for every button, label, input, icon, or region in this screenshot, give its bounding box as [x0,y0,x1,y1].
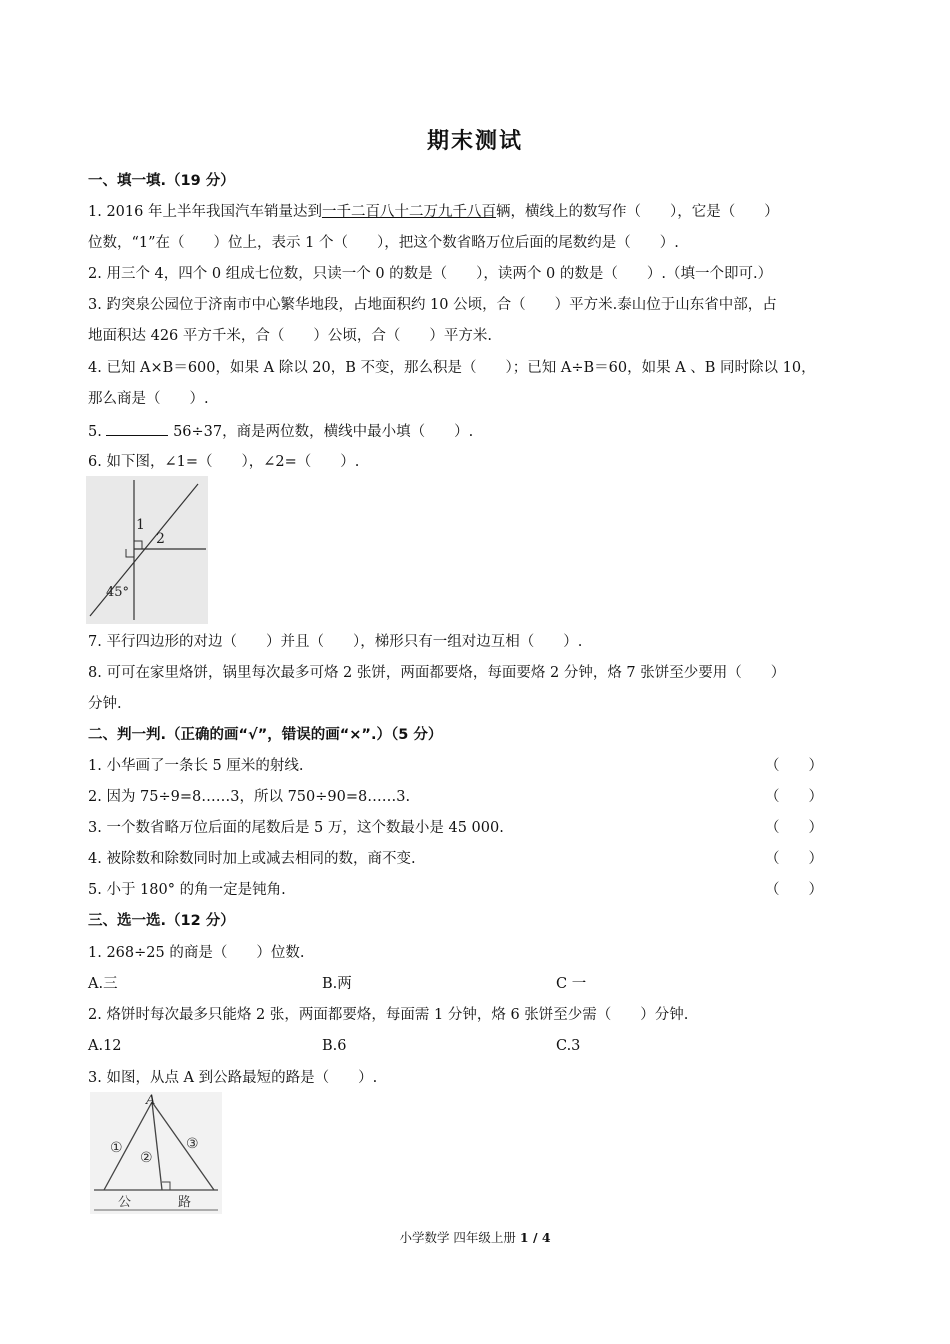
judge-answer-parens[interactable]: （ ） [765,789,823,805]
footer-text: 小学数学 四年级上册 [399,1230,520,1245]
judge-answer-parens[interactable]: （ ） [765,820,823,836]
choose-q1-option-a[interactable]: A.三 [88,976,118,992]
judge-item: 3. 一个数省略万位后面的尾数后是 5 万，这个数最小是 45 000. [88,820,504,836]
fill-q6: 6. 如下图，∠1=（ ），∠2=（ ）. [88,454,360,470]
fill-q8-line1: 8. 可可在家里烙饼，锅里每次最多可烙 2 张饼，两面都要烙，每面要烙 2 分钟，烙 7 张饼至少要用（ ） [88,665,786,681]
fill-q1-line2: 位数，“1”在（ ）位上，表示 1 个（ ），把这个数省略万位后面的尾数约是（ ）. [88,235,679,251]
fill-q3-line2: 地面积达 426 平方千米，合（ ）公顷，合（ ）平方米. [88,328,493,344]
choose-q2-option-b[interactable]: B.6 [322,1038,347,1054]
section-heading-fill: 一、填一填.（19 分） [88,173,235,189]
angle-2-label: 2 [156,531,165,547]
page-number: 1 / 4 [519,1230,551,1245]
fill-q8-line2: 分钟. [88,696,122,712]
page-title: 期末测试 [426,129,523,154]
judge-item: 1. 小华画了一条长 5 厘米的射线. [88,758,304,774]
fill-q5: 5. 56÷37，商是两位数，横线中最小填（ ）. [88,421,868,442]
judge-answer-parens[interactable]: （ ） [765,882,823,898]
fill-q7: 7. 平行四边形的对边（ ）并且（ ），梯形只有一组对边互相（ ）. [88,634,583,650]
path-3-label: ③ [186,1136,199,1152]
choose-q2-option-c[interactable]: C.3 [556,1038,581,1054]
judge-item: 2. 因为 75÷9=8……3，所以 750÷90=8……3. [88,789,411,805]
choose-q2-option-a[interactable]: A.12 [88,1038,122,1054]
angle-1-label: 1 [136,517,145,533]
road-label-lu: 路 [178,1195,192,1210]
judge-item: 5. 小于 180° 的角一定是钝角. [88,882,286,898]
figure-background [86,476,208,624]
fill-q1-line1: 1. 2016 年上半年我国汽车销量达到一千二百八十二万九千八百辆，横线上的数写作（ ），它是（ ） [88,204,779,220]
underlined-number-words: 一千二百八十二万九千八百 [321,204,496,220]
fill-q4-line1: 4. 已知 A×B＝600，如果 A 除以 20，B 不变，那么积是（ ）；已知 A÷B＝60，如果 A 、B 同时除以 10， [88,360,816,376]
path-2-label: ② [140,1150,153,1166]
angle-figure [86,476,208,624]
answer-blank-line [106,421,168,436]
road-label-gong: 公 [118,1195,132,1210]
fill-q2: 2. 用三个 4，四个 0 组成七位数，只读一个 0 的数是（ ），读两个 0 的数是（ ）.（填一个即可.） [88,266,773,282]
choose-q1-option-b[interactable]: B.两 [322,976,352,992]
judge-answer-parens[interactable]: （ ） [765,758,823,774]
page-footer [0,1228,950,1246]
angle-45-label: 45° [106,585,130,600]
judge-answer-parens[interactable]: （ ） [765,851,823,867]
choose-q1-option-c[interactable]: C 一 [556,976,587,992]
path-1-label: ① [110,1140,123,1156]
section-heading-choose: 三、选一选.（12 分） [88,913,235,929]
fill-q4-line2: 那么商是（ ）. [88,391,209,407]
section-heading-judge: 二、判一判.（正确的画“√”，错误的画“×”.）（5 分） [88,727,443,743]
judge-item: 4. 被除数和除数同时加上或减去相同的数，商不变. [88,851,416,867]
point-a-label: A [146,1093,156,1108]
road-path-figure [90,1092,222,1214]
choose-q2: 2. 烙饼时每次最多只能烙 2 张，两面都要烙，每面需 1 分钟，烙 6 张饼至少需（ ）分钟. [88,1007,689,1023]
fill-q3-line1: 3. 趵突泉公园位于济南市中心繁华地段，占地面积约 10 公顷，合（ ）平方米.泰山位于山东省中部，占 [88,297,777,313]
choose-q1: 1. 268÷25 的商是（ ）位数. [88,945,305,961]
choose-q3: 3. 如图，从点 A 到公路最短的路是（ ）. [88,1070,378,1086]
